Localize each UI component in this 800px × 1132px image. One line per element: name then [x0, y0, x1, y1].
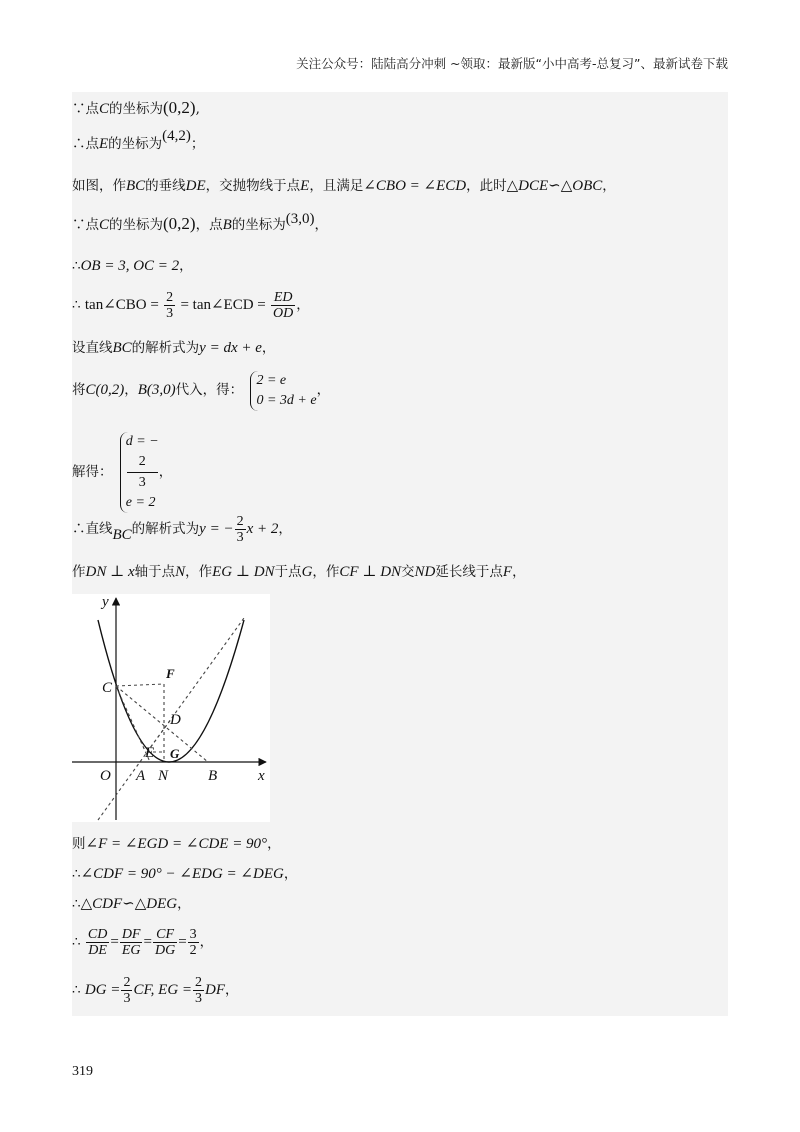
- text: ，点: [195, 217, 223, 233]
- math: B(3,0): [137, 382, 176, 398]
- math: BC: [112, 340, 132, 356]
- fraction: $\frac{2}{3}$: [123, 975, 131, 1006]
- text: ∴: [72, 982, 81, 998]
- math: tan∠CBO =: [84, 297, 159, 313]
- label-y: y: [102, 594, 109, 610]
- math: BC: [126, 178, 146, 194]
- text: ∴直线: [72, 521, 113, 537]
- math: E: [300, 178, 310, 194]
- math: (0,2): [163, 214, 196, 233]
- parabola-diagram: [72, 594, 270, 822]
- fraction: $\frac{CD}{DE}$: [87, 927, 108, 958]
- math: y = dx + e: [199, 340, 262, 356]
- line-3: [72, 176, 616, 196]
- math: G: [301, 564, 313, 580]
- math: DN ⊥ x: [85, 564, 135, 580]
- text: ∴: [72, 866, 81, 882]
- text: ，: [314, 217, 329, 233]
- text: ，: [124, 382, 138, 398]
- text: ，: [158, 464, 173, 480]
- text: 的坐标为: [108, 136, 163, 152]
- label-f: F: [166, 666, 175, 681]
- text: 解得：: [72, 464, 113, 480]
- text: 轴于点: [134, 564, 176, 580]
- equation-system: d = − 2 3 e = 2: [120, 432, 159, 513]
- line-15: ∴ $\frac{CD}{DE}$ = $\frac{DF}{EG}$ = $\frac{CF}{DG}$ = $\frac{3}{2}$ ，: [72, 927, 214, 958]
- text: 交: [401, 564, 415, 580]
- text: 设直线: [72, 340, 113, 356]
- label-g: G: [170, 746, 180, 761]
- text: 的坐标为: [109, 217, 164, 233]
- page-number: 319: [72, 1064, 93, 1079]
- line-2: [72, 128, 205, 154]
- text: 的坐标为: [231, 217, 286, 233]
- line-8: [72, 368, 330, 412]
- label-b: B: [208, 768, 218, 784]
- line-4: [72, 211, 329, 235]
- fraction: $\frac{2}{3}$: [166, 290, 174, 321]
- text: ，交抛物线于点: [205, 178, 301, 194]
- text: ∴: [72, 896, 81, 912]
- text: ∴: [72, 258, 81, 274]
- math: BC: [112, 527, 132, 543]
- text: ，: [225, 982, 239, 998]
- math: B: [222, 217, 232, 233]
- text: ，作: [312, 564, 340, 580]
- line-9: [72, 432, 172, 513]
- line-7: [72, 338, 275, 358]
- page-header: 关注公众号：陆陆高分冲刺 ~领取：最新版“小中高考-总复习”、最新试卷下载: [296, 56, 728, 71]
- text: 作: [72, 564, 86, 580]
- text: ，作: [185, 564, 213, 580]
- fraction: $\frac{DF}{EG}$: [121, 927, 141, 958]
- text: ∴: [72, 934, 81, 950]
- math: y = −: [199, 521, 234, 537]
- text: 的解析式为: [131, 521, 200, 537]
- text: ，: [278, 521, 292, 537]
- text: ∵点: [72, 101, 99, 117]
- text: ，且满足: [309, 178, 364, 194]
- solution-content: [72, 92, 728, 1016]
- text: 代入，得：: [175, 382, 244, 398]
- text: ，: [316, 382, 331, 398]
- text: 的坐标为: [109, 101, 164, 117]
- label-o: O: [100, 768, 111, 784]
- text: ,: [195, 101, 200, 117]
- fraction: $\frac{CF}{DG}$: [154, 927, 176, 958]
- line-16: [72, 972, 239, 1008]
- math: ∠CDF = 90° − ∠EDG = ∠DEG: [80, 866, 284, 882]
- math: OB = 3, OC = 2: [80, 258, 180, 274]
- math: F: [502, 564, 513, 580]
- text: ，: [512, 564, 526, 580]
- line-13: [72, 864, 297, 884]
- text: ，: [602, 178, 616, 194]
- math: △CDF∽△DEG: [80, 896, 178, 912]
- text: ，: [283, 866, 298, 882]
- math: N: [175, 564, 186, 580]
- math: CF ⊥ DN: [339, 564, 402, 580]
- fraction: $\frac{ED}{OD}$: [273, 290, 294, 321]
- math: (4,2): [162, 128, 191, 144]
- text: 如图，作: [72, 178, 126, 194]
- fraction: $\frac{2}{3}$: [236, 514, 244, 545]
- text: ∴: [72, 297, 81, 313]
- math: DG =: [84, 982, 121, 998]
- text: 的垂线: [145, 178, 186, 194]
- label-d: D: [170, 712, 181, 728]
- math: C: [99, 217, 110, 233]
- math: = tan∠ECD =: [180, 297, 266, 313]
- line-cb: [116, 686, 208, 762]
- math: C(0,2): [85, 382, 125, 398]
- parabola-curve: [98, 620, 244, 762]
- label-x: x: [258, 768, 265, 784]
- math: ND: [414, 564, 436, 580]
- parabola-figure: [72, 594, 270, 822]
- line-cf: [116, 684, 164, 686]
- line-12: [72, 834, 281, 854]
- label-n: N: [158, 768, 169, 784]
- text: ；: [190, 136, 205, 152]
- text: 延长线于点: [435, 564, 503, 580]
- label-c: C: [102, 680, 113, 696]
- line-10: [72, 512, 292, 546]
- text: ∴点: [72, 136, 99, 152]
- text: ，: [179, 258, 193, 274]
- text: 于点: [274, 564, 302, 580]
- math: ∠F = ∠EGD = ∠CDE = 90°: [85, 836, 268, 852]
- math: EG ⊥ DN: [212, 564, 275, 580]
- label-e: E: [145, 745, 155, 761]
- line-1: [72, 98, 200, 119]
- text: ，: [296, 297, 310, 313]
- fraction: $\frac{3}{2}$: [189, 927, 197, 958]
- math: (0,2): [163, 98, 196, 117]
- math: E: [99, 136, 109, 152]
- math: x + 2: [246, 521, 279, 537]
- text: ，: [267, 836, 281, 852]
- equation-system: 2 = e 0 = 3d + e: [250, 371, 316, 411]
- text: ，: [199, 934, 214, 950]
- math: CF, EG =: [133, 982, 193, 998]
- label-a: A: [136, 768, 146, 784]
- line-14: [72, 894, 191, 914]
- math: ∠CBO = ∠ECD: [363, 178, 467, 194]
- math: (3,0): [285, 211, 315, 227]
- text: ，: [261, 340, 276, 356]
- math: △DCE∽△OBC: [506, 178, 603, 194]
- text: ∵点: [72, 217, 99, 233]
- math: DF: [205, 982, 226, 998]
- math: C: [99, 101, 110, 117]
- math: DE: [185, 178, 206, 194]
- line-11: [72, 562, 526, 582]
- text: 将: [72, 382, 86, 398]
- text: ，此时: [466, 178, 507, 194]
- line-6: [72, 288, 310, 322]
- line-5: [72, 256, 193, 276]
- fraction: $\frac{2}{3}$: [195, 975, 203, 1006]
- text: 的解析式为: [131, 340, 200, 356]
- text: ，: [177, 896, 191, 912]
- text: 则: [72, 836, 86, 852]
